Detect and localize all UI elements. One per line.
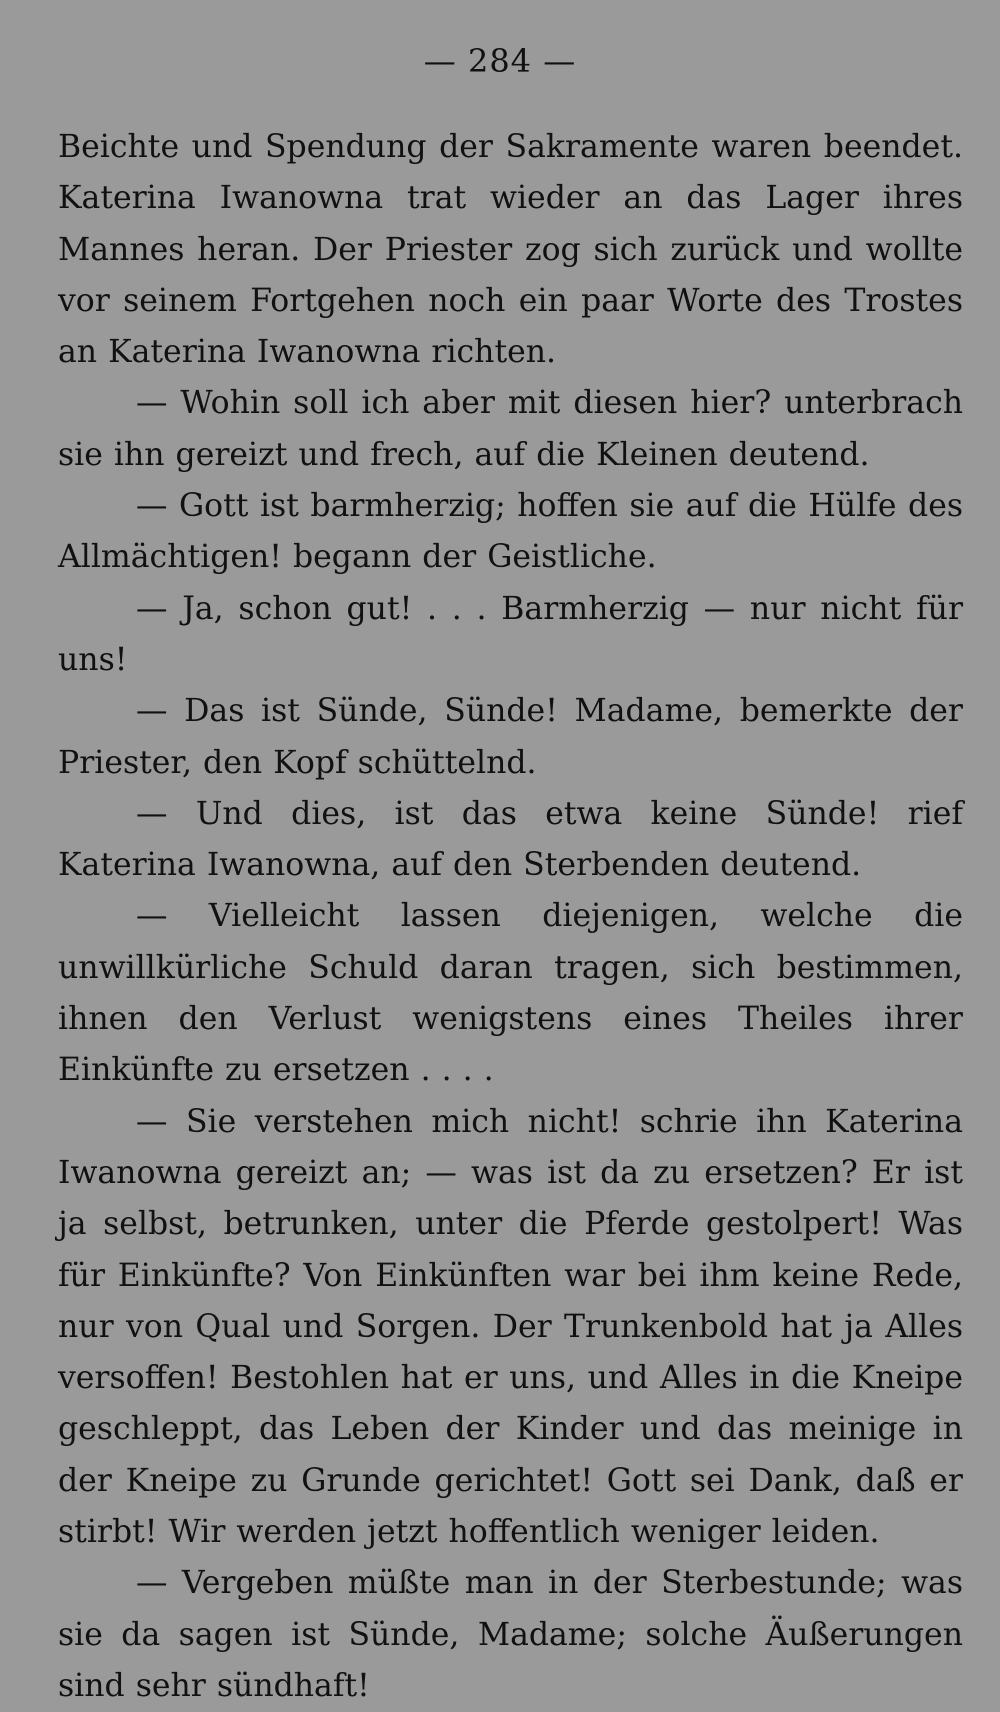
paragraph-9: — Vergeben müßte man in der Sterbestunde; was sie da sagen ist Sünde, Madame; solche Äußerungen sind sehr sündhaft! xyxy=(58,1565,963,1704)
paragraph-4: — Ja, schon gut! . . . Barmherzig — nur nicht für uns! xyxy=(58,590,963,678)
paragraph-1: Beichte und Spendung der Sakramente waren beendet. Katerina Iwanowna trat wieder an das Lager ihres Mannes heran. Der Priester zog sich zurück und wollte vor seinem Fortgehen noch ein paar Worte des Trostes an Katerina Iwanowna richten. xyxy=(58,129,963,371)
paragraph-5: — Das ist Sünde, Sünde! Madame, bemerkte der Priester, den Kopf schüttelnd. xyxy=(58,693,963,781)
paragraph-3: — Gott ist barmherzig; hoffen sie auf die Hülfe des Allmächtigen! begann der Geistliche. xyxy=(58,488,963,576)
paragraph-7: — Vielleicht lassen diejenigen, welche die unwillkürliche Schuld daran tragen, sich bestimmen, ihnen den Verlust wenigstens eines Theiles ihrer Einkünfte zu ersetzen . . . . xyxy=(58,898,963,1089)
paragraph-6: — Und dies, ist das etwa keine Sünde! rief Katerina Iwanowna, auf den Sterbenden deutend. xyxy=(58,795,963,884)
paragraph-8: — Sie verstehen mich nicht! schrie ihn Katerina Iwanowna gereizt an; — was ist da zu ersetzen? Er ist ja selbst, betrunken, unter die Pferde gestolpert! Was für Einkünfte? Von Einkünften war bei ihm keine Rede, nur von Qual und Sorgen. Der Trunkenbold hat ja Alles versoffen! Bestohlen hat er uns, und Alles in die Kneipe geschleppt, das Leben der Kinder und das meinige in der Kneipe zu Grunde gerichtet! Gott sei Dank, daß er stirbt! Wir werden jetzt hoffentlich weniger leiden. xyxy=(58,1103,963,1551)
body-text xyxy=(58,122,963,1712)
page-number: — 284 — xyxy=(423,42,577,80)
paragraph-2: — Wohin soll ich aber mit diesen hier? unterbrach sie ihn gereizt und frech, auf die Kleinen deutend. xyxy=(58,385,963,473)
